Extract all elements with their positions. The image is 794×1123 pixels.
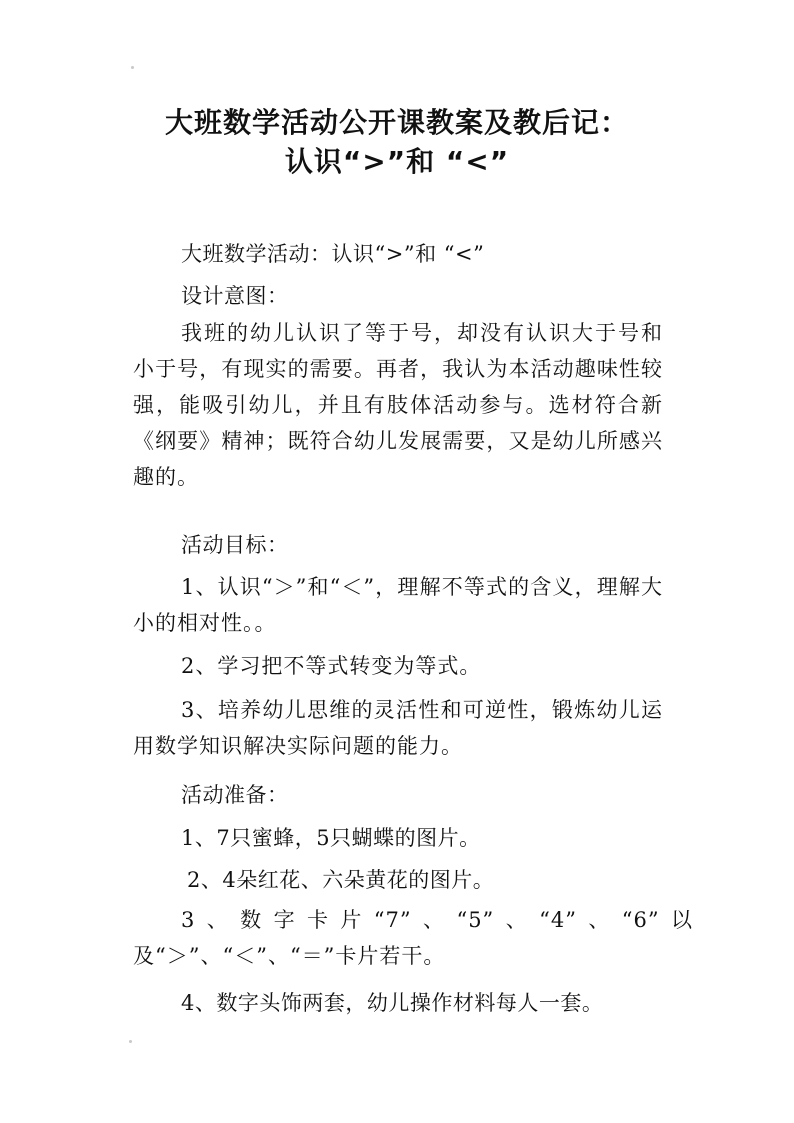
title-line-1: 大班数学活动公开课教案及教后记：	[164, 106, 629, 139]
goal-item-3: 3、培养幼儿思维的灵活性和可逆性，锻炼幼儿运用数学知识解决实际问题的能力。	[133, 698, 663, 758]
goal-item-1: 1、认识“＞”和“＜”，理解不等式的含义，理解大小的相对性。。	[133, 575, 663, 635]
prep-item-2: 2、4朵红花、六朵黄花的图片。	[187, 868, 495, 892]
activity-name: 大班数学活动：认识“>”和 “<”	[181, 242, 485, 266]
prep-heading: 活动准备：	[181, 783, 289, 807]
scan-speck	[129, 1040, 132, 1043]
design-paragraph: 我班的幼儿认识了等于号，却没有认识大于号和小于号，有现实的需要。再者，我认为本活动趣味性较强，能吸引幼儿，并且有肢体活动参与。选材符合新《纲要》精神；既符合幼儿发展需要，又是幼儿所感兴趣的。	[133, 321, 663, 489]
design-heading: 设计意图：	[181, 284, 289, 308]
scan-speck	[131, 66, 134, 69]
goals-heading: 活动目标：	[181, 533, 289, 557]
prep-item-1: 1、7只蜜蜂，5只蝴蝶的图片。	[181, 826, 481, 850]
title-line-2: 认识“>”和 “<”	[284, 145, 510, 178]
goal-item-2: 2、学习把不等式转变为等式。	[181, 654, 482, 678]
prep-item-3: 3、数字卡片“7”、“5”、“4”、“6”以及“＞”、“＜”、“＝”卡片若干。	[133, 908, 693, 968]
prep-item-4: 4、数字头饰两套，幼儿操作材料每人一套。	[181, 991, 604, 1015]
